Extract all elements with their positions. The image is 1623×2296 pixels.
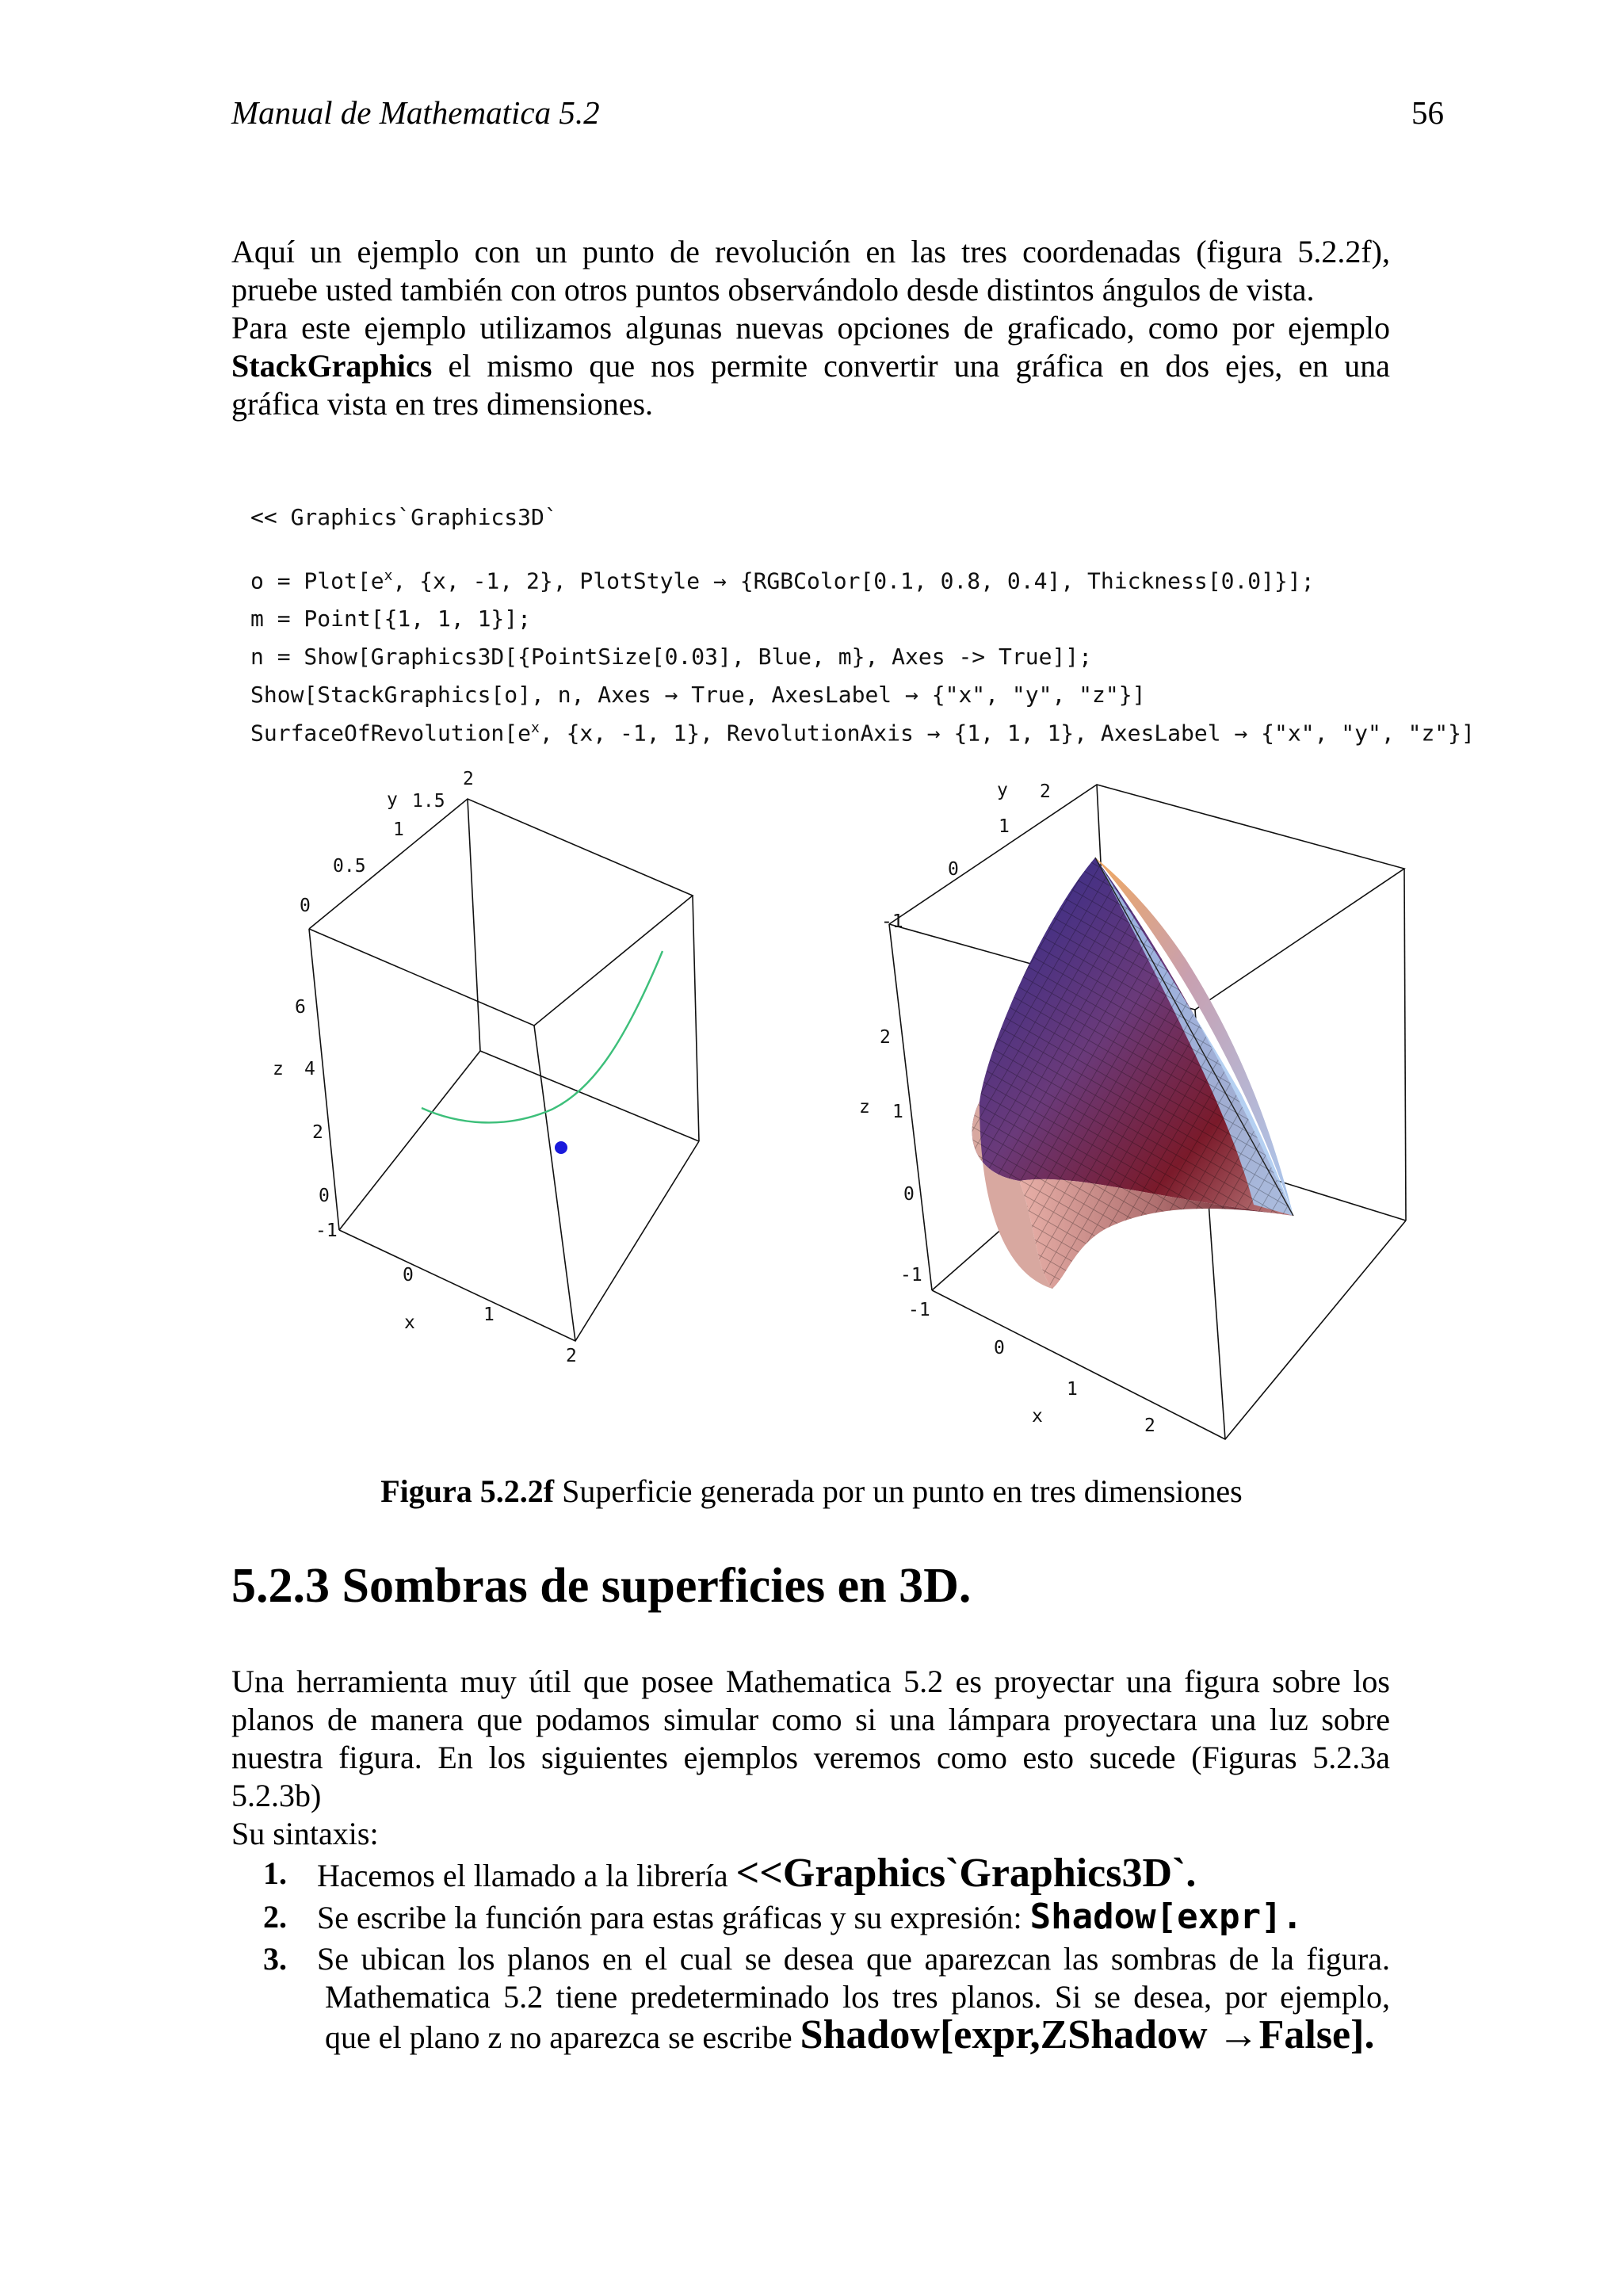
right-x-label: x [1032, 1406, 1043, 1427]
left-y-tick: 0 [300, 896, 311, 916]
right-y-tick: 1 [999, 816, 1010, 837]
right-z-tick: 1 [892, 1102, 903, 1122]
right-y-tick: 2 [1040, 781, 1051, 802]
left-z-tick: 4 [304, 1059, 315, 1079]
step-code: <<Graphics`Graphics3D`. [735, 1851, 1197, 1896]
left-y-tick: 1.5 [412, 791, 445, 812]
exp-curve [422, 951, 663, 1122]
right-x-tick: -1 [908, 1300, 930, 1320]
code-line-stack: Show[StackGraphics[o], n, Axes → True, AxesLabel → {"x", "y", "z"}] [250, 682, 1146, 708]
left-x-label: x [404, 1312, 415, 1333]
code-line-point: m = Point[{1, 1, 1}]; [250, 606, 532, 632]
right-x-tick: 0 [994, 1338, 1005, 1358]
intro-line: gráfica vista en tres dimensiones. [231, 386, 654, 422]
figure-plots [250, 761, 1471, 1450]
step-number: 3. [263, 1941, 287, 1977]
right-y-tick: -1 [881, 911, 903, 932]
code-line-revolution: $SurfaceOfRevolution[e^x$, {x, -1, 1}, RevolutionAxis → {1, 1, 1}, AxesLabel → {"x", "y", "z"}] [250, 720, 1475, 747]
step-continuation: Mathematica 5.2 tiene predeterminado los tres planos. Si se desea, por ejemplo, [325, 1979, 1390, 2015]
right-z-tick: 0 [903, 1184, 915, 1205]
running-header [231, 94, 1444, 141]
body-line: planos de manera que podamos simular como si una lámpara proyectara una luz sobre [231, 1702, 1390, 1737]
intro-line: Para este ejemplo utilizamos algunas nuevas opciones de graficado, como por ejemplo [231, 310, 1390, 346]
left-y-top-tick: 2 [463, 769, 474, 789]
left-z-label: z [273, 1059, 284, 1079]
step-text: Se escribe la función para estas gráficas y su expresión: [317, 1900, 1030, 1935]
code-line-load: << Graphics`Graphics3D` [250, 504, 558, 530]
step-code: Shadow[expr,ZShadow →False]. [800, 2012, 1375, 2057]
figure-5-2-2f [250, 761, 1471, 1450]
body-line: Su sintaxis: [231, 1816, 379, 1851]
caption-label: Figura 5.2.2f [380, 1473, 555, 1509]
manual-title: Manual de Mathematica 5.2 [231, 94, 600, 131]
step-number: 1. [263, 1855, 287, 1891]
left-x-tick: 2 [566, 1346, 577, 1366]
intro-line: Aquí un ejemplo con un punto de revolución en las tres coordenadas (figura 5.2.2f), [231, 234, 1390, 269]
left-y-tick: 0.5 [333, 856, 366, 877]
step-continuation: que el plano z no aparezca se escribe [325, 2019, 800, 2055]
right-y-tick: 0 [948, 859, 959, 880]
stackgraphics-term: StackGraphics [231, 348, 433, 384]
step-text: Hacemos el llamado a la librería [317, 1858, 736, 1893]
right-x-tick: 2 [1144, 1415, 1155, 1436]
left-y-tick: 1 [393, 819, 404, 840]
body-paragraph [231, 1663, 1390, 1853]
right-y-label: y [997, 780, 1008, 800]
body-line: nuestra figura. En los siguientes ejemplos veremos como esto sucede (Figuras 5.2.3a [231, 1740, 1390, 1775]
right-z-tick: -1 [900, 1265, 922, 1286]
step-code: Shadow[expr]. [1029, 1897, 1304, 1937]
syntax-steps [231, 1851, 1390, 2060]
left-z-tick: 2 [312, 1122, 323, 1143]
section-heading: 5.2.3 Sombras de superficies en 3D. [231, 1559, 972, 1613]
body-line: 5.2.3b) [231, 1778, 322, 1813]
code-line-show3d: n = Show[Graphics3D[{PointSize[0.03], Blue, m}, Axes -> True]]; [250, 644, 1093, 670]
revolution-surface [972, 858, 1293, 1289]
left-y-label: y [387, 789, 398, 810]
left-plot-box [309, 799, 699, 1341]
step-number: 2. [263, 1899, 287, 1935]
intro-paragraph [231, 233, 1390, 423]
body-line: Una herramienta muy útil que posee Mathematica 5.2 es proyectar una figura sobre los [231, 1664, 1390, 1699]
step-text: Se ubican los planos en el cual se desea que aparezcan las sombras de la figura. [317, 1941, 1390, 1977]
figure-caption [0, 1473, 1623, 1510]
step-item [231, 1940, 1390, 2057]
intro-line: pruebe usted también con otros puntos observándolo desde distintos ángulos de vista. [231, 272, 1315, 308]
intro-line: StackGraphics el mismo que nos permite convertir una gráfica en dos ejes, en una [231, 348, 1390, 384]
caption-text: Superficie generada por un punto en tres dimensiones [554, 1473, 1243, 1509]
right-z-label: z [859, 1097, 870, 1117]
page-number: 56 [1411, 94, 1444, 131]
left-z-tick: 6 [295, 997, 306, 1018]
left-z-tick: 0 [319, 1186, 330, 1206]
step-item [231, 1851, 1390, 1896]
blue-point [555, 1141, 567, 1154]
right-z-tick: 2 [880, 1027, 891, 1048]
code-line-plot: $o = Plot[e^x$, {x, -1, 2}, PlotStyle → {RGBColor[0.1, 0.8, 0.4], Thickness[0.0]}]; [250, 567, 1315, 594]
right-x-tick: 1 [1067, 1379, 1078, 1400]
left-x-tick: -1 [315, 1221, 338, 1241]
left-x-tick: 0 [403, 1265, 414, 1286]
left-x-tick: 1 [483, 1305, 495, 1325]
step-item [231, 1898, 1390, 1937]
